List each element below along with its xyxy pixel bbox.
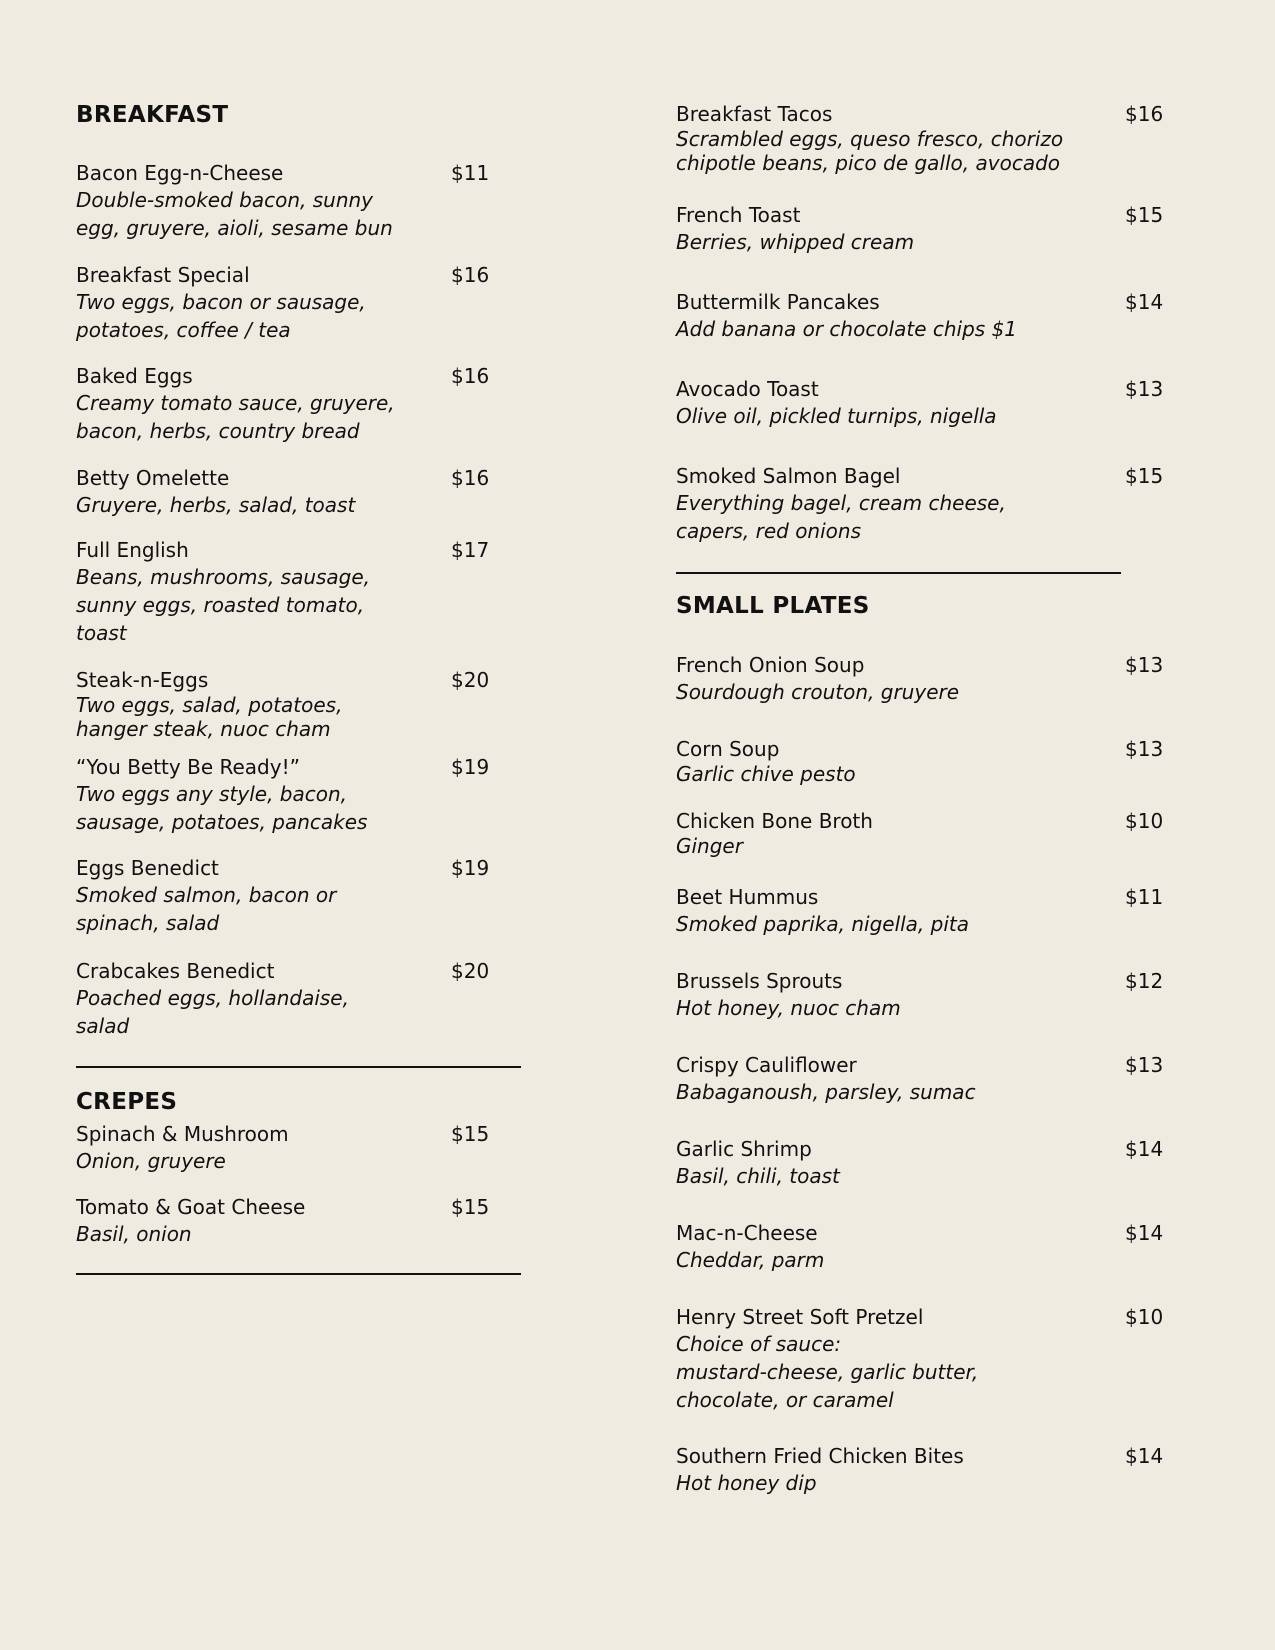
menu-item-name: Henry Street Soft Pretzel: [676, 1305, 924, 1329]
menu-item-description-line: Olive oil, pickled turnips, nigella: [676, 404, 997, 428]
menu-item-price: $13: [1125, 653, 1164, 677]
menu-item-name: Breakfast Special: [76, 263, 250, 287]
menu-item-name: Eggs Benedict: [76, 856, 219, 880]
menu-item-description-line: bacon, herbs, country bread: [76, 419, 360, 443]
menu-item-baked-eggs: [76, 363, 521, 445]
section-heading-small-plates: SMALL PLATES: [676, 593, 870, 619]
menu-item-name: Crabcakes Benedict: [76, 959, 275, 983]
menu-item-southern-fried-chicken-bites: [676, 1443, 1166, 1497]
menu-item-description-line: mustard-cheese, garlic butter,: [676, 1360, 979, 1384]
menu-item-mac-n-cheese: [676, 1220, 1166, 1274]
menu-item-description-line: Two eggs, salad, potatoes,: [76, 693, 343, 717]
menu-item-avocado-toast: [676, 376, 1166, 430]
menu-item-header: [76, 667, 521, 693]
menu-item-description-line: toast: [76, 621, 127, 645]
menu-item-header: [76, 1121, 521, 1147]
menu-item-header: [76, 363, 521, 389]
menu-item-price: $14: [1125, 1444, 1164, 1468]
menu-item-header: [676, 736, 1166, 762]
menu-item-name: Chicken Bone Broth: [676, 809, 873, 833]
menu-item-description-line: Smoked salmon, bacon or: [76, 883, 337, 907]
menu-item-name: Full English: [76, 538, 189, 562]
menu-item-description-line: sunny eggs, roasted tomato,: [76, 593, 365, 617]
menu-item-price: $14: [1125, 1221, 1164, 1245]
menu-item-price: $11: [451, 161, 490, 185]
menu-item-price: $13: [1125, 377, 1164, 401]
menu-item-name: French Onion Soup: [676, 653, 865, 677]
menu-item-price: $11: [1125, 885, 1164, 909]
menu-item-description-line: Sourdough crouton, gruyere: [676, 680, 960, 704]
menu-item-description-line: sausage, potatoes, pancakes: [76, 810, 368, 834]
menu-item-name: Corn Soup: [676, 737, 780, 761]
menu-item-brussels-sprouts: [676, 968, 1166, 1022]
menu-item-header: [676, 808, 1166, 834]
menu-item-header: [76, 465, 521, 491]
menu-item-description: [76, 881, 521, 937]
menu-item-header: [676, 289, 1166, 315]
menu-item-name: Beet Hummus: [676, 885, 819, 909]
menu-item-description-line: Basil, chili, toast: [676, 1164, 840, 1188]
menu-item-description: [676, 834, 1166, 858]
menu-item-description: [76, 288, 521, 344]
menu-item-description: [676, 1162, 1166, 1190]
menu-item-header: [76, 855, 521, 881]
menu-item-description: [676, 1078, 1166, 1106]
menu-item-breakfast-tacos: [676, 101, 1166, 175]
menu-item-description-line: chocolate, or caramel: [676, 1388, 894, 1412]
menu-item-name: Mac-n-Cheese: [676, 1221, 818, 1245]
menu-item-name: Crispy Cauliflower: [676, 1053, 857, 1077]
menu-item-price: $10: [1125, 1305, 1164, 1329]
menu-item-name: French Toast: [676, 203, 801, 227]
menu-item-price: $12: [1125, 969, 1164, 993]
menu-item-description: [676, 315, 1166, 343]
menu-item-description-line: chipotle beans, pico de gallo, avocado: [676, 151, 1061, 175]
menu-item-header: [676, 652, 1166, 678]
menu-item-description-line: salad: [76, 1014, 130, 1038]
menu-item-description-line: Everything bagel, cream cheese,: [676, 491, 1006, 515]
menu-item-name: Steak-n-Eggs: [76, 668, 209, 692]
menu-item-price: $15: [451, 1195, 490, 1219]
menu-item-name: Baked Eggs: [76, 364, 193, 388]
menu-item-description: [76, 563, 521, 647]
menu-item-price: $10: [1125, 809, 1164, 833]
menu-item-header: [76, 958, 521, 984]
menu-item-name: Tomato & Goat Cheese: [76, 1195, 306, 1219]
menu-item-price: $16: [1125, 102, 1164, 126]
menu-item-header: [676, 463, 1166, 489]
menu-item-garlic-shrimp: [676, 1136, 1166, 1190]
menu-item-buttermilk-pancakes: [676, 289, 1166, 343]
menu-item-description-line: potatoes, coffee / tea: [76, 318, 291, 342]
menu-item-header: [676, 1136, 1166, 1162]
menu-item-header: [676, 202, 1166, 228]
menu-item-header: [76, 262, 521, 288]
menu-item-name: Spinach & Mushroom: [76, 1122, 289, 1146]
menu-item-full-english: [76, 537, 521, 647]
menu-item-price: $15: [1125, 203, 1164, 227]
menu-item-description-line: Two eggs, bacon or sausage,: [76, 290, 366, 314]
menu-item-french-onion-soup: [676, 652, 1166, 706]
menu-item-name: “You Betty Be Ready!”: [76, 755, 300, 779]
section-divider: [76, 1273, 521, 1275]
menu-item-description-line: Poached eggs, hollandaise,: [76, 986, 349, 1010]
menu-item-name: Southern Fried Chicken Bites: [676, 1444, 964, 1468]
menu-item-description-line: Ginger: [676, 834, 743, 858]
menu-item-betty-omelette: [76, 465, 521, 519]
menu-item-price: $20: [451, 668, 490, 692]
menu-item-header: [676, 1304, 1166, 1330]
menu-item-description: [76, 186, 521, 242]
menu-item-header: [676, 1052, 1166, 1078]
menu-item-description: [676, 127, 1166, 175]
menu-item-price: $19: [451, 856, 490, 880]
menu-item-steak-n-eggs: [76, 667, 521, 741]
menu-item-description: [76, 1220, 521, 1248]
menu-item-header: [676, 101, 1166, 127]
menu-item-description-line: hanger steak, nuoc cham: [76, 717, 331, 741]
menu-item-name: Breakfast Tacos: [676, 102, 833, 126]
menu-item-tomato-goat-cheese: [76, 1194, 521, 1248]
menu-item-header: [676, 1220, 1166, 1246]
menu-item-eggs-benedict: [76, 855, 521, 937]
menu-item-price: $14: [1125, 290, 1164, 314]
menu-item-description-line: Hot honey, nuoc cham: [676, 996, 901, 1020]
menu-item-header: [676, 376, 1166, 402]
menu-item-description: [676, 910, 1166, 938]
section-divider: [76, 1066, 521, 1068]
menu-item-crabcakes-benedict: [76, 958, 521, 1040]
menu-item-description: [676, 1469, 1166, 1497]
section-divider: [676, 572, 1121, 574]
menu-item-description-line: Berries, whipped cream: [676, 230, 915, 254]
menu-item-bacon-egg-n-cheese: [76, 160, 521, 242]
menu-item-description: [676, 402, 1166, 430]
menu-item-description: [76, 984, 521, 1040]
menu-item-description-line: Smoked paprika, nigella, pita: [676, 912, 969, 936]
menu-item-header: [676, 968, 1166, 994]
menu-item-chicken-bone-broth: [676, 808, 1166, 858]
menu-item-price: $20: [451, 959, 490, 983]
menu-item-header: [76, 160, 521, 186]
menu-item-price: $15: [451, 1122, 490, 1146]
menu-item-price: $16: [451, 263, 490, 287]
menu-item-description: [76, 389, 521, 445]
menu-item-smoked-salmon-bagel: [676, 463, 1166, 545]
menu-item-price: $16: [451, 466, 490, 490]
menu-item-description: [76, 1147, 521, 1175]
menu-item-corn-soup: [676, 736, 1166, 786]
menu-item-price: $19: [451, 755, 490, 779]
menu-item-description: [676, 1246, 1166, 1274]
menu-item-price: $15: [1125, 464, 1164, 488]
menu-item-spinach-mushroom: [76, 1121, 521, 1175]
menu-item-description-line: Choice of sauce:: [676, 1332, 842, 1356]
menu-item-description: [676, 678, 1166, 706]
menu-item-name: Brussels Sprouts: [676, 969, 843, 993]
menu-item-description-line: egg, gruyere, aioli, sesame bun: [76, 216, 393, 240]
menu-item-breakfast-special: [76, 262, 521, 344]
menu-item-name: Betty Omelette: [76, 466, 230, 490]
menu-item-description: [676, 762, 1166, 786]
menu-item-description: [676, 489, 1166, 545]
menu-item-description-line: Beans, mushrooms, sausage,: [76, 565, 371, 589]
menu-item-header: [76, 754, 521, 780]
menu-item-description: [76, 780, 521, 836]
menu-item-henry-street-soft-pretzel: [676, 1304, 1166, 1414]
menu-item-beet-hummus: [676, 884, 1166, 938]
section-heading-breakfast: BREAKFAST: [76, 102, 229, 128]
menu-item-description: [76, 491, 521, 519]
menu-item-price: $13: [1125, 737, 1164, 761]
menu-item-french-toast: [676, 202, 1166, 256]
menu-item-description: [676, 994, 1166, 1022]
menu-item-description-line: Cheddar, parm: [676, 1248, 825, 1272]
menu-item-description-line: spinach, salad: [76, 911, 220, 935]
menu-item-price: $16: [451, 364, 490, 388]
menu-item-description-line: Double-smoked bacon, sunny: [76, 188, 374, 212]
menu-item-description-line: Hot honey dip: [676, 1471, 817, 1495]
menu-item-description-line: Onion, gruyere: [76, 1149, 226, 1173]
menu-item-description-line: Garlic chive pesto: [676, 762, 856, 786]
menu-item-description-line: Creamy tomato sauce, gruyere,: [76, 391, 395, 415]
menu-item-description: [76, 693, 521, 741]
menu-item-price: $17: [451, 538, 490, 562]
menu-item-description: [676, 228, 1166, 256]
section-heading-crepes: CREPES: [76, 1089, 178, 1115]
menu-item-description-line: Scrambled eggs, queso fresco, chorizo: [676, 127, 1064, 151]
menu-item-header: [676, 884, 1166, 910]
menu-item-description-line: Babaganoush, parsley, sumac: [676, 1080, 976, 1104]
menu-item-you-betty-be-ready: [76, 754, 521, 836]
menu-item-name: Avocado Toast: [676, 377, 819, 401]
menu-item-description-line: capers, red onions: [676, 519, 861, 543]
menu-item-name: Buttermilk Pancakes: [676, 290, 880, 314]
menu-item-name: Smoked Salmon Bagel: [676, 464, 901, 488]
menu-item-crispy-cauliflower: [676, 1052, 1166, 1106]
menu-item-price: $13: [1125, 1053, 1164, 1077]
menu-item-description: [676, 1330, 1166, 1414]
menu-item-description-line: Add banana or chocolate chips $1: [676, 317, 1018, 341]
menu-item-header: [676, 1443, 1166, 1469]
menu-item-description-line: Gruyere, herbs, salad, toast: [76, 493, 356, 517]
menu-item-header: [76, 1194, 521, 1220]
menu-item-description-line: Basil, onion: [76, 1222, 192, 1246]
menu-item-header: [76, 537, 521, 563]
menu-item-name: Bacon Egg-n-Cheese: [76, 161, 284, 185]
menu-item-name: Garlic Shrimp: [676, 1137, 812, 1161]
menu-item-price: $14: [1125, 1137, 1164, 1161]
menu-item-description-line: Two eggs any style, bacon,: [76, 782, 348, 806]
